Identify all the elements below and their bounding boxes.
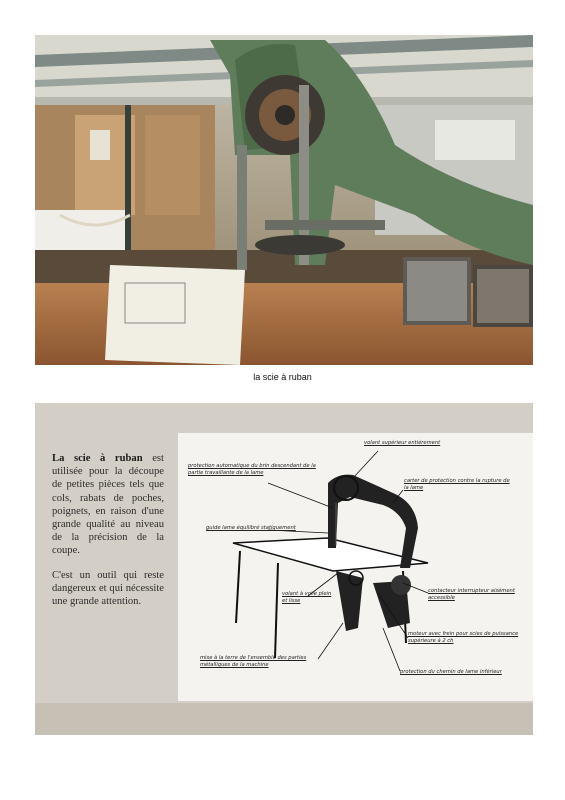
label-carter: carter de protection contre la rupture de la lame <box>404 478 510 491</box>
diagram-sheet <box>178 433 533 701</box>
museum-photo <box>35 35 533 365</box>
placard-text <box>52 452 164 619</box>
label-protection-chemin: protection du chemin de lame inférieur <box>400 669 502 675</box>
label-protection-automatique: protection automatique du brin descendant de la partie travaillante de la lame <box>188 463 316 476</box>
label-guide-lame: guide lame équilibré statiquement <box>206 525 296 531</box>
label-volant-superieur: volant supérieur entièrement <box>364 440 441 446</box>
placard-paragraph-1: est utilisée pour la découpe de petites pièces tels que cols, rabats de poches, poignets, en raison d'une grande qualité au niveau de la précision de la coupe. <box>52 453 164 557</box>
label-volant-voile: volant à voile plein et lisse <box>282 591 332 604</box>
museum-scene-image <box>35 35 533 365</box>
placard-title: La scie à ruban <box>52 453 143 464</box>
label-mise-a-la-terre: mise à la terre de l'ensemble des parties métalliques de la machine <box>200 655 307 668</box>
photo-caption: la scie à ruban <box>253 372 312 382</box>
label-contacteur: contacteur interrupteur aisément accessible <box>428 588 515 601</box>
label-moteur: moteur avec frein pour scies de puissance supérieure à 2 ch <box>408 631 519 644</box>
placard-paragraph-2: C'est un outil qui reste dangereux et qui nécessite une grande attention. <box>52 569 164 608</box>
